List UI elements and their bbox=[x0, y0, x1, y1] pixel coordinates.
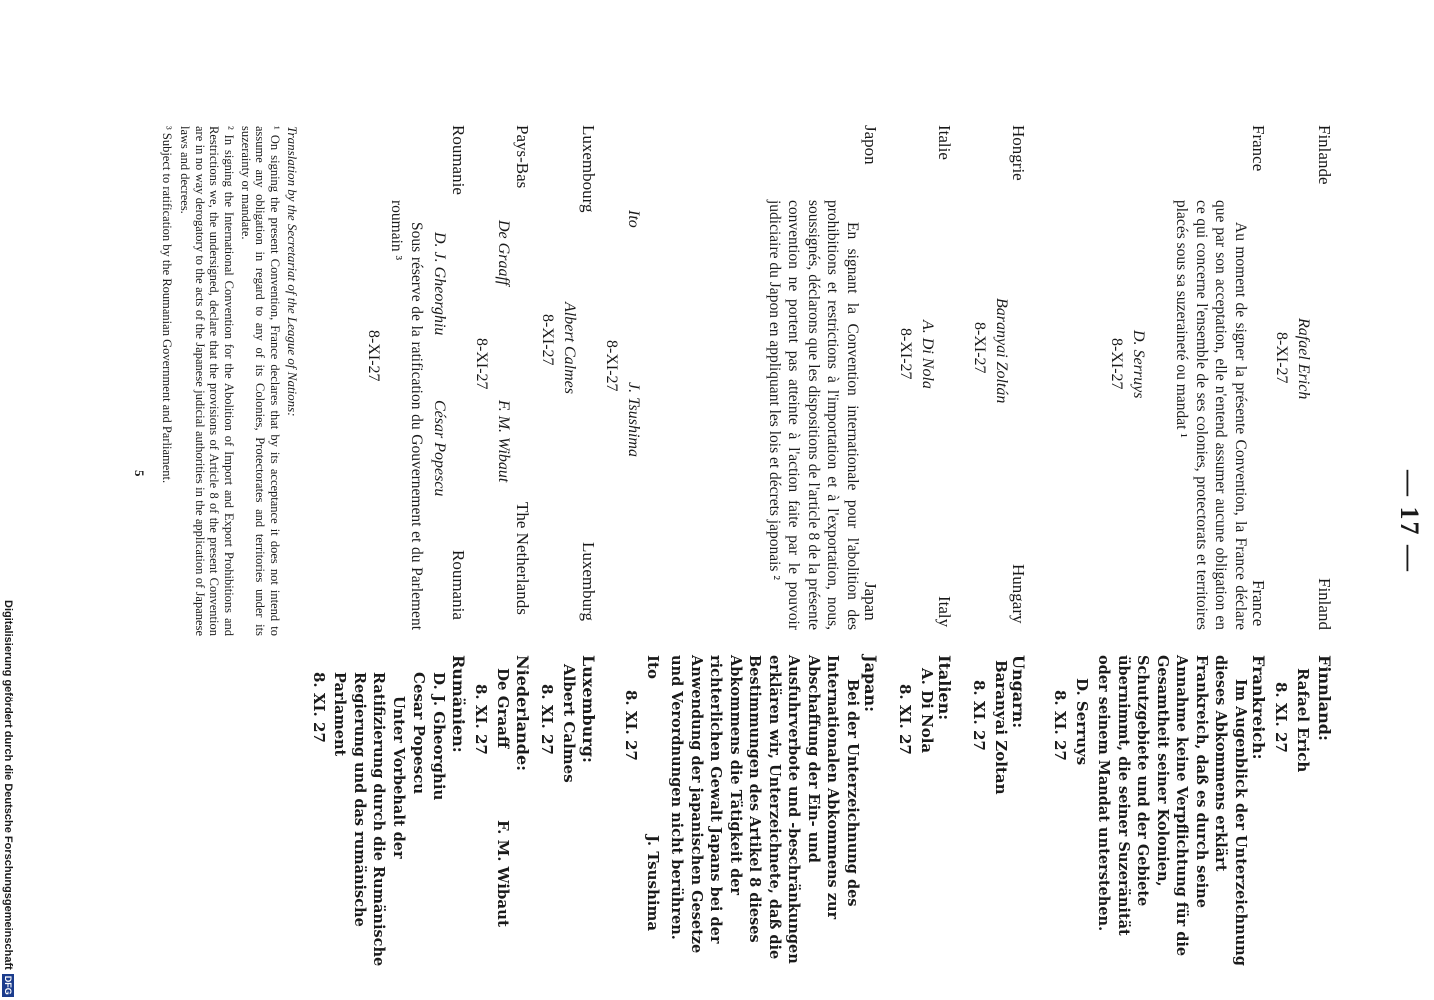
date-japan: 8-XI-27 bbox=[603, 340, 620, 392]
date-netherlands: 8-XI-27 bbox=[473, 338, 490, 390]
de-signature-france: D. Serruys bbox=[1073, 678, 1091, 766]
translation-title: Translation by the Secretariat of the League of Nations: bbox=[285, 126, 300, 417]
country-fr-hungary: Hongrie bbox=[1009, 125, 1028, 181]
signature-romania-1: D. J. Gheorghiu bbox=[431, 232, 448, 336]
de-date-netherlands: 8. XI. 27 bbox=[472, 684, 490, 755]
de-paragraph-france-text: Im Augenblick der Unterzeichnung dieses Abkommens erklärt Frankreich, daß es durch seine Annahme keine Verpflichtung für die Gesamtheit seiner Kolonien, Schutzgebiete und der Gebiete übernimmt, die seiner Suzeränität oder seinem Mandat unterstehen. bbox=[1095, 655, 1249, 966]
de-signature-romania-1: D. J. Gheorghiu bbox=[430, 672, 448, 801]
de-date-luxembourg: 8. XI. 27 bbox=[538, 684, 556, 755]
de-signature-hungary: Baranyai Zoltan bbox=[992, 660, 1010, 795]
country-fr-france: France bbox=[1249, 125, 1268, 172]
date-hungary: 8-XI-27 bbox=[971, 322, 988, 374]
paragraph-romania-text: Sous réserve de la ratification du Gouvernement et du Parlement roumain ³ bbox=[388, 200, 425, 630]
de-country-italy: Italien: bbox=[935, 655, 954, 721]
country-en-italy: Italy bbox=[935, 596, 954, 628]
country-en-hungary: Hungary bbox=[1009, 564, 1028, 624]
de-date-hungary: 8. XI. 27 bbox=[970, 680, 988, 751]
de-country-france: Frankreich: bbox=[1249, 655, 1268, 760]
signature-italy: A. Di Nola bbox=[919, 320, 936, 389]
de-signature-japan-1: Ito bbox=[644, 655, 662, 679]
de-country-romania: Rumänien: bbox=[449, 655, 468, 753]
de-paragraph-france bbox=[1094, 655, 1250, 970]
dfg-logo: DFG bbox=[3, 975, 13, 995]
signature-hungary: Baranyai Zoltán bbox=[993, 298, 1010, 404]
signature-romania-2: César Popescu bbox=[431, 400, 448, 497]
country-en-romania: Roumania bbox=[449, 550, 468, 620]
paragraph-japan-text: En signant la Convention internationale pour l'abolition des prohibitions et restrictions à l'importation et à l'exportation, nous, soussignés, déclarons que les dispositions de l'article 8 de la présente convention ne portent pas atteinte à l'action faite par le pouvoir judiciaire du Japon en appliquant les lois et décrets japonais ² bbox=[766, 200, 861, 630]
country-fr-luxembourg: Luxembourg bbox=[579, 125, 598, 213]
digitization-credit-text: Digitalisierung gefördert durch die Deutsche Forschungsgemeinschaft bbox=[2, 600, 14, 970]
signature-finland: Rafael Erich bbox=[1295, 318, 1312, 400]
de-signature-romania-2: Cesar Popescu bbox=[410, 672, 428, 795]
de-signature-japan-2: J. Tsushima bbox=[644, 835, 662, 932]
country-en-france: France bbox=[1249, 580, 1268, 627]
country-en-finland: Finland bbox=[1315, 578, 1334, 630]
paragraph-france-text: Au moment de signer la présente Convention, la France déclare que par son acceptation, elle n'entend assumer aucune obligation en ce qui concerne l'ensemble de ses colonies, protectorats et territoires placés sous sa suzeraineté ou mandat ¹ bbox=[1173, 200, 1249, 630]
signature-france: D. Serruys bbox=[1130, 330, 1147, 399]
country-fr-italy: Italie bbox=[935, 125, 954, 160]
page-number: — 17 — bbox=[1395, 470, 1424, 573]
date-romania: 8-XI-27 bbox=[365, 330, 382, 382]
de-country-hungary: Ungarn: bbox=[1009, 655, 1028, 729]
signature-japan-1: Ito bbox=[625, 210, 642, 228]
de-paragraph-romania bbox=[330, 672, 408, 968]
de-country-finland: Finnland: bbox=[1315, 655, 1334, 741]
translation-note-3: ³ Subject to ratification by the Roumanian Government and Parliament. bbox=[160, 126, 174, 484]
de-signature-luxembourg: Albert Calmes bbox=[560, 664, 578, 783]
country-fr-netherlands: Pays-Bas bbox=[513, 125, 532, 189]
de-paragraph-romania-text: Unter Vorbehalt der Ratifizierung durch die Rumänische Regierung und das rumänische Parlament bbox=[331, 672, 407, 967]
de-signature-netherlands-2: F. M. Wibaut bbox=[494, 820, 512, 927]
signature-netherlands-1: De Graaff bbox=[495, 220, 512, 286]
de-country-luxembourg: Luxemburg: bbox=[579, 655, 598, 763]
country-en-netherlands: The Netherlands bbox=[513, 502, 532, 615]
country-en-japan: Japan bbox=[861, 582, 880, 621]
bottom-page-mark: 5 bbox=[132, 470, 147, 477]
de-paragraph-japan-text: Bei der Unterzeichnung des Internationalen Abkommens zur Abschaffung der Ein- und Ausfuhrverbote und -beschränkungen erklären wir, Unterzeichnete, daß die Bestimmungen des Artikel 8 dieses Abkommens die Tätigkeit der richterlichen Gewalt Japans bei der Anwendung der japanischen Gesetze und Verordnungen nicht berühren. bbox=[668, 655, 861, 964]
translation-note-1: ¹ On signing the present Convention, France declares that by its acceptance it does not intend to assume any obligation in regard to any of its Colonies, Protectorates and territories under its suzerainty or mandate. bbox=[239, 126, 282, 636]
paragraph-france bbox=[1172, 200, 1250, 630]
de-signature-netherlands-1: De Graaff bbox=[494, 668, 512, 749]
de-country-netherlands: Niederlande: bbox=[513, 655, 532, 772]
digitization-credit bbox=[2, 600, 14, 997]
paragraph-romania bbox=[387, 200, 426, 630]
country-en-luxembourg: Luxemburg bbox=[579, 542, 598, 622]
country-fr-finland: Finlande bbox=[1315, 125, 1334, 185]
de-date-romania: 8. XI. 27 bbox=[310, 672, 328, 743]
signature-japan-2: J. Tsushima bbox=[625, 382, 642, 457]
de-date-japan: 8. XI. 27 bbox=[622, 690, 640, 761]
country-fr-romania: Roumanie bbox=[449, 125, 468, 195]
de-date-finland: 8. XI. 27 bbox=[1272, 682, 1290, 753]
country-fr-japan: Japon bbox=[861, 125, 880, 165]
de-date-italy: 8. XI. 27 bbox=[896, 684, 914, 755]
signature-netherlands-2: F. M. Wibaut bbox=[495, 400, 512, 483]
date-france: 8-XI-27 bbox=[1108, 338, 1125, 390]
de-signature-finland: Rafael Erich bbox=[1294, 668, 1312, 773]
de-paragraph-japan bbox=[667, 655, 862, 970]
de-date-france: 8. XI. 27 bbox=[1051, 690, 1069, 761]
de-signature-italy: A. Di Nola bbox=[918, 668, 936, 754]
de-country-japan: Japan: bbox=[861, 655, 880, 713]
date-finland: 8-XI-27 bbox=[1273, 332, 1290, 384]
signature-luxembourg: Albert Calmes bbox=[561, 302, 578, 394]
paragraph-japan bbox=[765, 200, 863, 630]
date-luxembourg: 8-XI-27 bbox=[539, 314, 556, 366]
translation-note-2: ² In signing the International Convention for the Abolition of Import and Export Prohibitions and Restrictions we, the undersigned, declare that the provisions of Article 8 of the present Convention are in no way derogatory to the acts of the Japanese judicial authorities in the application of Japanese laws and decrees. bbox=[178, 126, 236, 636]
date-italy: 8-XI-27 bbox=[897, 328, 914, 380]
